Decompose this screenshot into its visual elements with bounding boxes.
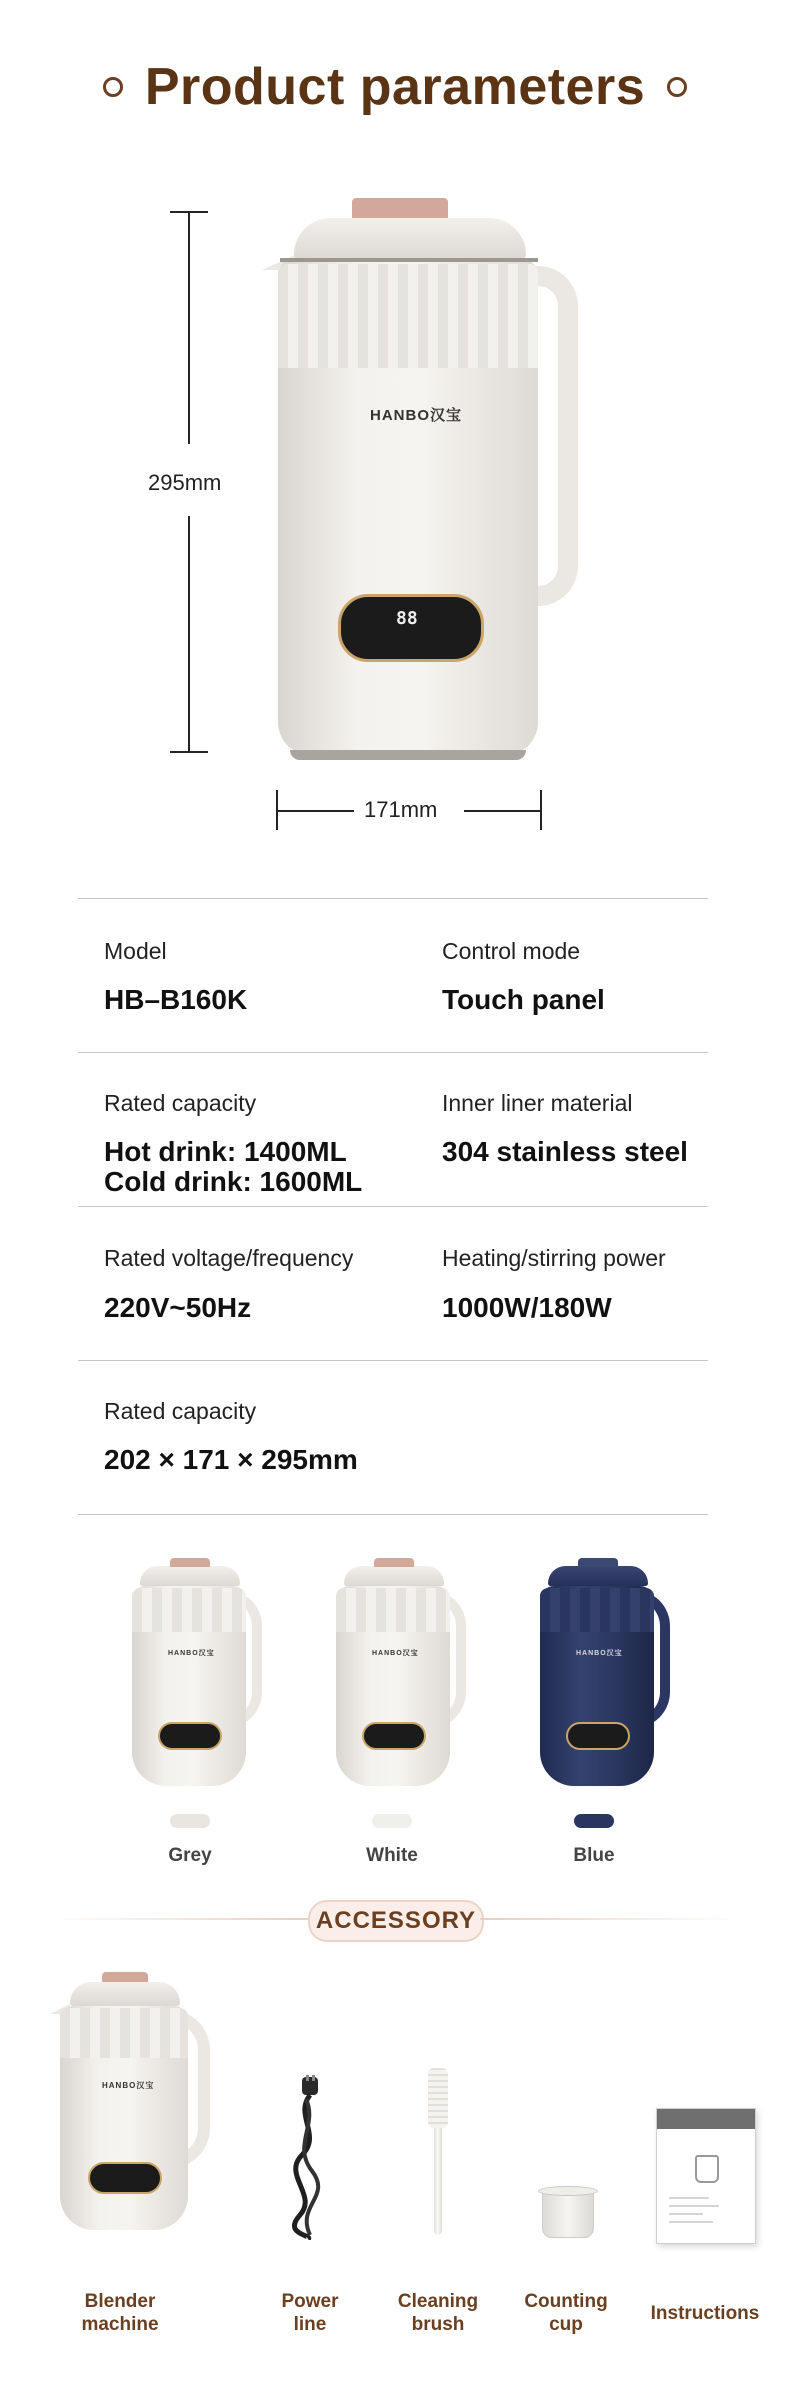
kettle-base (290, 750, 526, 760)
spec-divider-4 (78, 1360, 708, 1361)
color-label-white: White (366, 1845, 418, 1866)
title-left-dot (103, 77, 123, 97)
accessory-label-line: Power (281, 2291, 339, 2312)
color-swatch-grey[interactable] (170, 1814, 210, 1828)
accessory-blender-image (50, 1966, 230, 2236)
accessory-label-line: line (293, 2314, 327, 2335)
kettle-rim (280, 258, 538, 262)
variant-panel (362, 1722, 426, 1750)
accessory-blender-knob (102, 1972, 148, 1982)
variant-panel (158, 1722, 222, 1750)
color-label-blue: Blue (573, 1845, 615, 1866)
accessory-label-line: Cleaning (397, 2291, 479, 2312)
variant-panel (566, 1722, 630, 1750)
width-dim-right-tick (540, 790, 542, 830)
height-dim-line-upper (188, 212, 190, 444)
spec-label-rated-capacity: Rated capacity (104, 1090, 257, 1116)
accessory-label-line: cup (549, 2314, 583, 2335)
height-dim-line-lower (188, 516, 190, 752)
spec-label-model: Model (104, 938, 167, 964)
power-cord-icon (288, 2075, 328, 2240)
variant-knob (374, 1558, 414, 1567)
accessory-blender-ribs (60, 2008, 188, 2058)
accessory-label-brush (378, 2290, 498, 2336)
spec-value-voltage: 220V~50Hz (104, 1292, 252, 1323)
accessory-label-line: brush (411, 2314, 465, 2335)
accessory-label-cup (506, 2290, 626, 2336)
height-dimension-label: 295mm (148, 470, 222, 495)
spec-value-hot-drink: Hot drink: 1400ML (104, 1136, 347, 1167)
color-swatch-white[interactable] (372, 1814, 412, 1828)
spec-value-cold-drink: Cold drink: 1600ML (104, 1166, 363, 1197)
page-header (0, 52, 790, 122)
spec-divider-1 (78, 898, 708, 899)
accessory-label-line: Blender (84, 2291, 156, 2312)
variant-lid (548, 1566, 648, 1586)
accessory-line-right (480, 1918, 744, 1920)
accessory-blender-lid (70, 1982, 180, 2006)
variant-logo: HANBO汉宝 (168, 1650, 215, 1657)
kettle-logo: HANBO汉宝 (370, 407, 462, 424)
manual-kettle-figure (695, 2155, 719, 2183)
spec-label-inner-liner: Inner liner material (442, 1090, 633, 1116)
variant-knob (578, 1558, 618, 1567)
spec-value-size: 202 × 171 × 295mm (104, 1444, 358, 1475)
main-product-image (260, 190, 630, 770)
product-variant-blue (530, 1552, 690, 1792)
color-label-grey: Grey (168, 1845, 212, 1866)
product-variant-grey (122, 1552, 282, 1792)
height-dim-bottom-tick (170, 751, 208, 753)
counting-cup-rim (538, 2186, 598, 2196)
kettle-lid (294, 218, 526, 260)
accessory-label-line: machine (81, 2314, 159, 2335)
spec-value-power: 1000W/180W (442, 1292, 612, 1323)
cleaning-brush-icon (428, 2068, 448, 2128)
width-dim-line-right (464, 810, 541, 812)
variant-ribs (336, 1588, 450, 1632)
manual-cover-band (657, 2109, 755, 2129)
variant-ribs (132, 1588, 246, 1632)
accessory-label-instructions (640, 2302, 770, 2325)
instructions-manual-icon (656, 2108, 756, 2244)
counting-cup-icon (542, 2190, 594, 2238)
kettle-display-digits: 88 (396, 608, 418, 629)
spec-divider-5 (78, 1514, 708, 1515)
kettle-ribbed-band (278, 264, 538, 368)
spec-label-control-mode: Control mode (442, 938, 581, 964)
spec-label-voltage: Rated voltage/frequency (104, 1245, 354, 1271)
accessory-blender-panel (88, 2162, 162, 2194)
variant-lid (344, 1566, 444, 1586)
product-variant-white (326, 1552, 486, 1792)
spec-value-model: HB–B160K (104, 984, 248, 1015)
manual-text-line (669, 2205, 719, 2207)
width-dim-line-left (277, 810, 354, 812)
title-right-dot (667, 77, 687, 97)
variant-knob (170, 1558, 210, 1567)
accessory-label-line: Counting (524, 2291, 608, 2312)
variant-logo: HANBO汉宝 (576, 1650, 623, 1657)
accessory-label-blender (60, 2290, 180, 2336)
spec-value-inner-liner: 304 stainless steel (442, 1136, 688, 1167)
page-title: Product parameters (144, 58, 646, 116)
accessory-line-left (46, 1918, 308, 1920)
variant-ribs (540, 1588, 654, 1632)
kettle-lid-knob (352, 198, 448, 218)
width-dimension-label: 171mm (364, 797, 438, 822)
accessory-badge: ACCESSORY (308, 1900, 484, 1942)
variant-lid (140, 1566, 240, 1586)
spec-divider-3 (78, 1206, 708, 1207)
accessory-label-power-line (250, 2290, 370, 2336)
spec-label-size: Rated capacity (104, 1398, 257, 1424)
spec-label-power: Heating/stirring power (442, 1245, 666, 1271)
accessory-blender-logo: HANBO汉宝 (102, 2081, 155, 2090)
accessory-label-line: Instructions (650, 2303, 760, 2324)
manual-text-line (669, 2221, 713, 2223)
color-swatch-blue[interactable] (574, 1814, 614, 1828)
spec-divider-2 (78, 1052, 708, 1053)
spec-value-control-mode: Touch panel (442, 984, 605, 1015)
manual-text-line (669, 2197, 709, 2199)
variant-logo: HANBO汉宝 (372, 1650, 419, 1657)
manual-text-line (669, 2213, 703, 2215)
